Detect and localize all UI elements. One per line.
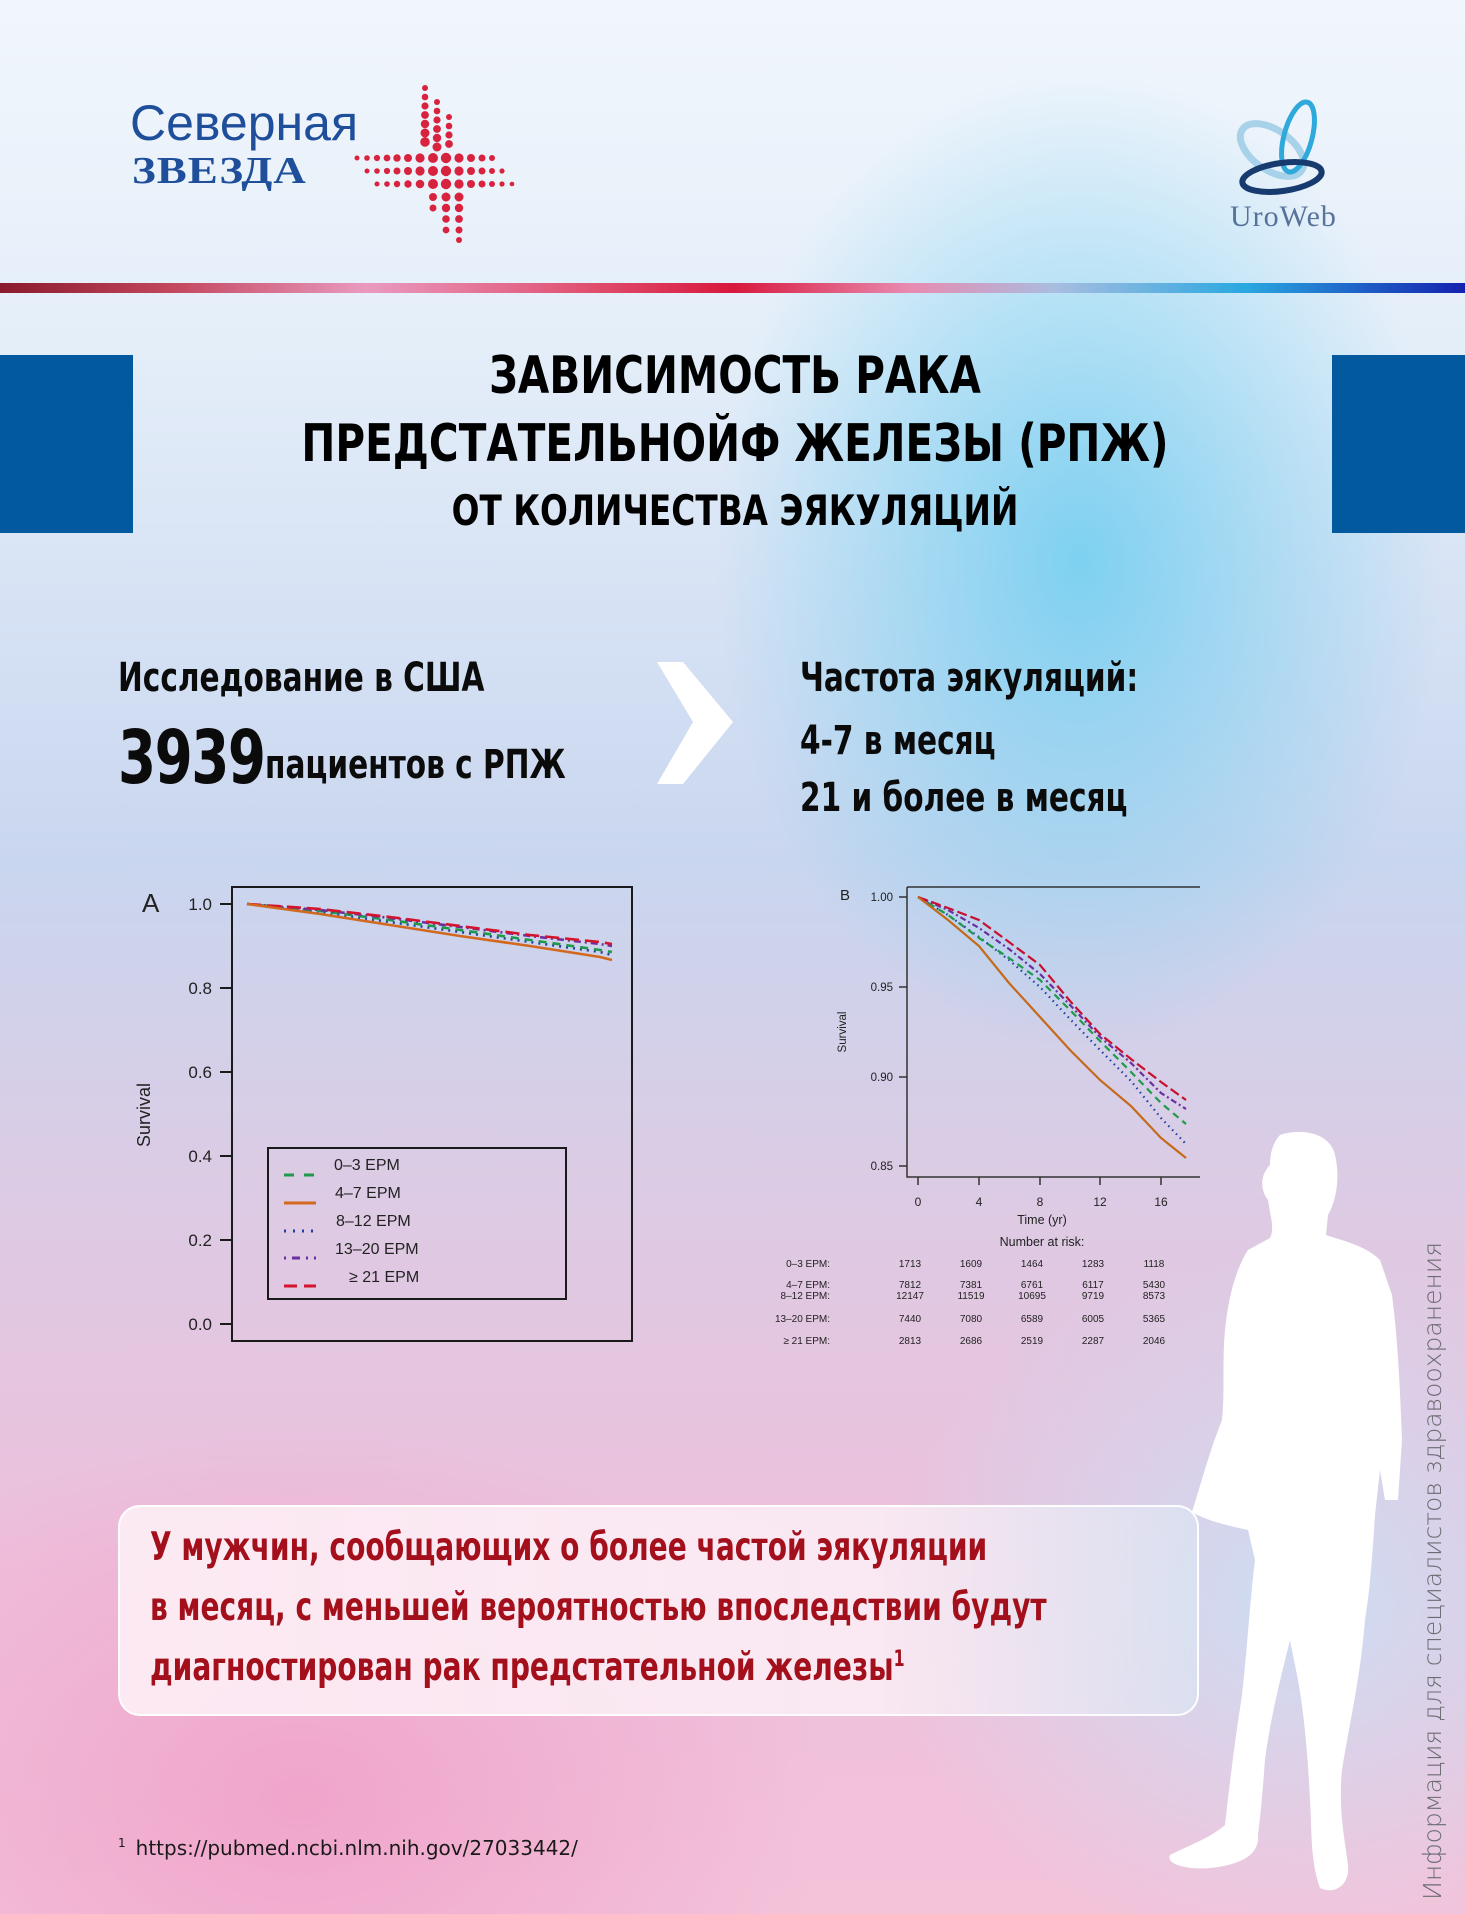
svg-text:1713: 1713 [898, 1259, 922, 1270]
svg-text:12147: 12147 [896, 1291, 924, 1302]
svg-text:11519: 11519 [957, 1291, 985, 1302]
footnote [118, 1836, 578, 1860]
svg-text:7812: 7812 [898, 1280, 922, 1291]
chart-b-curves [918, 897, 1186, 1158]
svg-text:0.95: 0.95 [870, 982, 893, 994]
logo-line2: ЗВЕЗДА [132, 148, 307, 192]
callout-line-3: диагностирован рак предстательной железы$^1$ [150, 1645, 905, 1690]
svg-text:16: 16 [1154, 1195, 1168, 1209]
svg-text:2046: 2046 [1142, 1336, 1166, 1347]
svg-text:4: 4 [975, 1195, 983, 1209]
legend-swatches [284, 1175, 316, 1286]
svg-text:5365: 5365 [1142, 1314, 1166, 1325]
svg-text:13–20 EPM:: 13–20 EPM: [774, 1314, 830, 1325]
svg-text:6589: 6589 [1020, 1314, 1044, 1325]
svg-text:8–12 EPM:: 8–12 EPM: [780, 1291, 830, 1302]
logo-line1: Северная [130, 95, 359, 151]
frequency-item-2: 21 и более в месяц [800, 775, 1128, 821]
svg-text:1118: 1118 [1143, 1259, 1165, 1270]
audience-disclaimer: Информация для специалистов здравоохранения [1418, 1241, 1447, 1900]
svg-text:0.90: 0.90 [870, 1072, 893, 1084]
chart-a [120, 870, 640, 1350]
svg-text:1.00: 1.00 [870, 892, 893, 904]
svg-text:0–3 EPM: 0–3 EPM [334, 1157, 400, 1174]
chevron-right-icon [655, 660, 735, 786]
chart-b-xlabel: Time (yr) [1017, 1213, 1067, 1227]
callout-line-1: У мужчин, сообщающих о более частой эякуляции [150, 1525, 988, 1570]
svg-text:7440: 7440 [898, 1314, 922, 1325]
chart-a-curves [247, 904, 612, 960]
title-line-2: ПРЕДСТАТЕЛЬНОЙФ ЖЕЛЕЗЫ (РПЖ) [301, 414, 1169, 474]
patient-count-unit: пациентов с РПЖ [265, 742, 566, 788]
svg-text:0.0: 0.0 [188, 1315, 212, 1334]
series-0-3 [918, 897, 1186, 1124]
series-4-7 [918, 897, 1186, 1158]
series-21 [247, 904, 612, 944]
series-8-12 [918, 897, 1186, 1144]
svg-text:0.85: 0.85 [870, 1161, 893, 1173]
gradient-divider [0, 283, 1465, 293]
svg-text:12: 12 [1093, 1195, 1107, 1209]
svg-text:≥ 21 EPM:: ≥ 21 EPM: [783, 1336, 830, 1347]
chart-a-ytick-labels [188, 895, 212, 1334]
uroweb-logo [1220, 95, 1340, 235]
chart-b-xticks [918, 1177, 1161, 1185]
severnaya-zvezda-logo [130, 80, 530, 250]
svg-text:2287: 2287 [1081, 1336, 1105, 1347]
panel-label-b: B [840, 887, 851, 904]
svg-text:6005: 6005 [1081, 1314, 1105, 1325]
svg-text:1464: 1464 [1020, 1259, 1044, 1270]
svg-text:0.6: 0.6 [188, 1063, 212, 1082]
chart-a-legend-labels [334, 1157, 419, 1286]
svg-text:0.4: 0.4 [188, 1147, 212, 1166]
frequency-item-1: 4-7 в месяц [800, 718, 996, 764]
svg-text:6761: 6761 [1020, 1280, 1044, 1291]
svg-text:2519: 2519 [1020, 1336, 1044, 1347]
footnote-ref: 1 [893, 1647, 905, 1672]
chart-a-yticks [220, 904, 232, 1324]
svg-text:≥ 21 EPM: ≥ 21 EPM [349, 1269, 420, 1286]
svg-text:0–3 EPM:: 0–3 EPM: [786, 1259, 830, 1270]
patient-count: 3939 [118, 715, 265, 801]
chart-b-ylabel: Survival [837, 1011, 849, 1053]
svg-text:1.0: 1.0 [188, 895, 212, 914]
frequency-label: Частота эякуляций: [800, 655, 1139, 701]
chart-b-ytick-labels [871, 892, 893, 1173]
svg-text:5430: 5430 [1142, 1280, 1166, 1291]
panel-label-a: A [142, 888, 160, 918]
svg-text:1609: 1609 [959, 1259, 983, 1270]
chart-a-frame [232, 887, 632, 1341]
study-label: Исследование в США [118, 655, 485, 701]
title-line-1: ЗАВИСИМОСТЬ РАКА [489, 346, 981, 406]
svg-text:8: 8 [1036, 1195, 1044, 1209]
svg-text:0.2: 0.2 [188, 1231, 212, 1250]
callout-line-2: в месяц, с меньшей вероятностью впоследствии будут [150, 1585, 1047, 1630]
footnote-mark: 1 [118, 1836, 126, 1851]
svg-text:9719: 9719 [1081, 1291, 1105, 1302]
svg-text:2686: 2686 [959, 1336, 983, 1347]
title-line-3: ОТ КОЛИЧЕСТВА ЭЯКУЛЯЦИЙ [451, 486, 1019, 535]
footnote-link[interactable]: https://pubmed.ncbi.nlm.nih.gov/27033442/ [135, 1836, 578, 1860]
chart-b-yticks [899, 897, 907, 1166]
left-accent-block [0, 355, 133, 533]
svg-text:4–7 EPM:: 4–7 EPM: [786, 1280, 830, 1291]
svg-text:10695: 10695 [1018, 1291, 1046, 1302]
svg-text:7381: 7381 [959, 1280, 983, 1291]
man-silhouette-icon [1130, 1120, 1410, 1910]
conclusion-callout [118, 1505, 1199, 1716]
series-4-7 [247, 904, 612, 960]
svg-text:6117: 6117 [1082, 1280, 1104, 1291]
svg-text:2813: 2813 [898, 1336, 922, 1347]
chart-a-ylabel: Survival [134, 1082, 154, 1148]
svg-text:1283: 1283 [1081, 1259, 1105, 1270]
svg-text:8–12 EPM: 8–12 EPM [336, 1213, 411, 1230]
risk-table-title: Number at risk: [999, 1235, 1085, 1249]
dotted-cross-icon [345, 80, 525, 250]
right-accent-block [1332, 355, 1465, 533]
svg-text:13–20 EPM: 13–20 EPM [335, 1241, 419, 1258]
svg-text:0.8: 0.8 [188, 979, 212, 998]
uroweb-text: UroWeb [1230, 200, 1337, 233]
svg-text:4–7 EPM: 4–7 EPM [335, 1185, 401, 1202]
svg-text:7080: 7080 [959, 1314, 983, 1325]
svg-text:8573: 8573 [1142, 1291, 1166, 1302]
svg-text:0: 0 [914, 1195, 922, 1209]
uroweb-rings-icon [1220, 95, 1340, 205]
